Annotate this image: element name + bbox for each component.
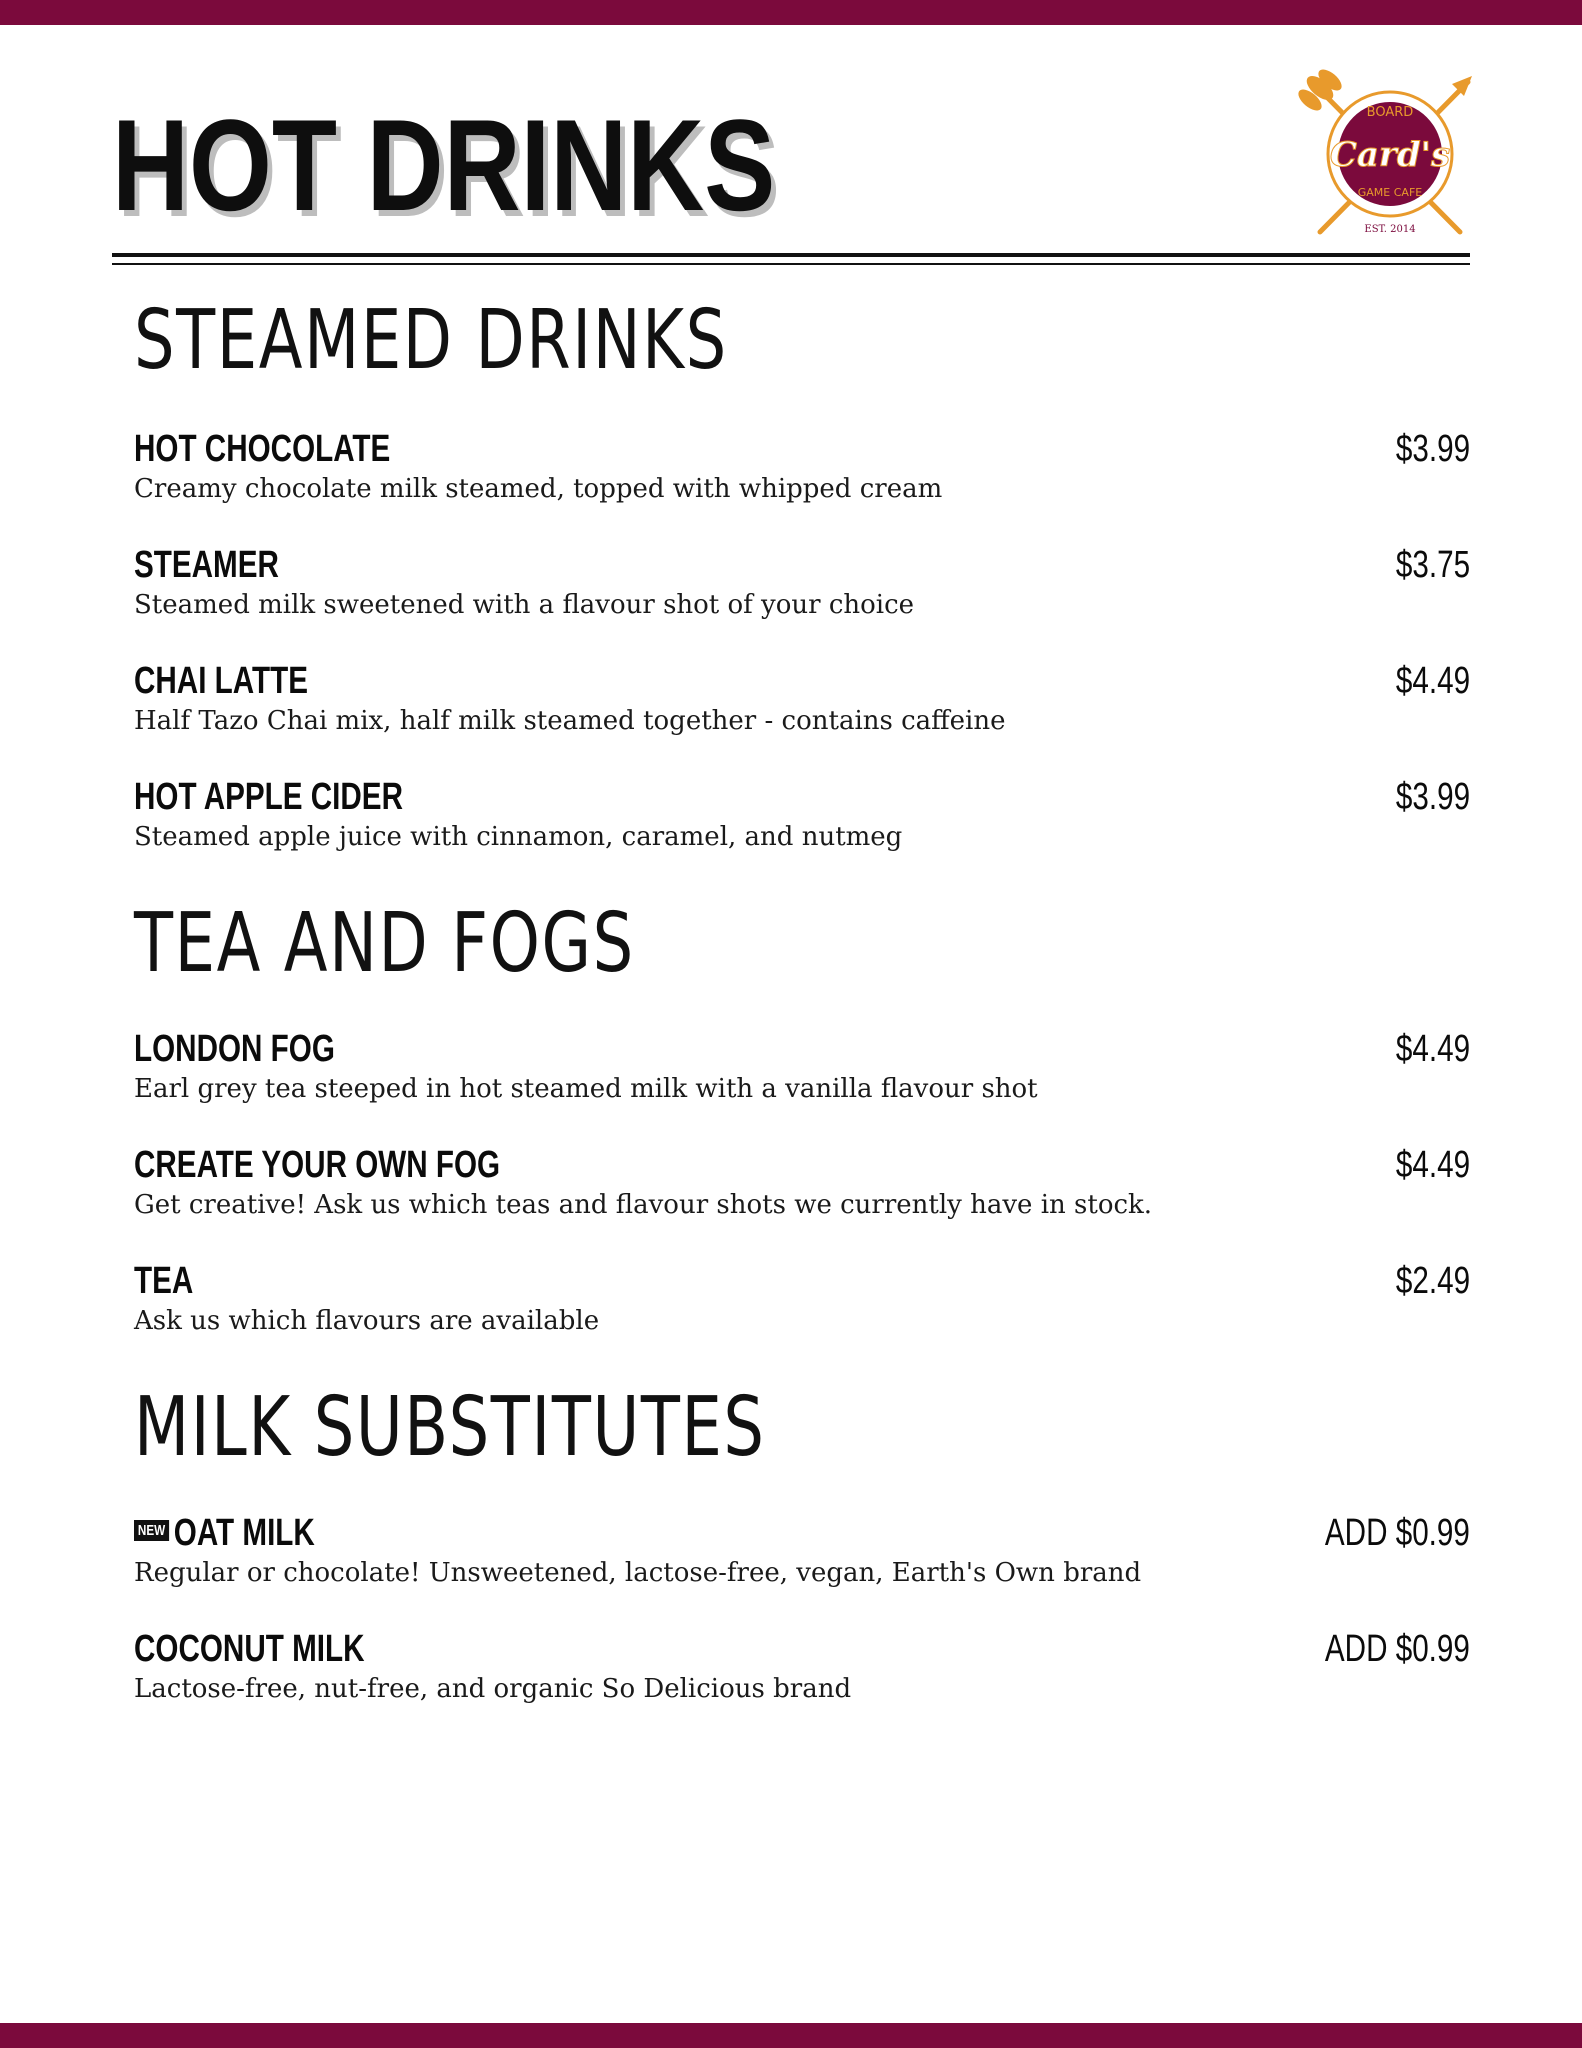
item-description: Steamed apple juice with cinnamon, caramel, and nutmeg <box>134 822 903 852</box>
page-title: HOT DRINKS <box>112 92 776 238</box>
item-name: TEA <box>134 1260 194 1302</box>
item-price: $3.75 <box>1395 544 1470 586</box>
item-price: $4.49 <box>1395 660 1470 702</box>
item-name-with-badge <box>134 1514 315 1552</box>
item-name: COCONUT MILK <box>134 1628 365 1670</box>
svg-text:BOARD: BOARD <box>1366 105 1414 120</box>
item-description: Get creative! Ask us which teas and flavour shots we currently have in stock. <box>134 1190 1153 1220</box>
item-price: $3.99 <box>1395 776 1470 818</box>
item-name: CHAI LATTE <box>134 660 308 702</box>
item-description: Ask us which flavours are available <box>134 1306 600 1336</box>
menu-item <box>134 1630 1470 1720</box>
item-description: Regular or chocolate! Unsweetened, lactose-free, vegan, Earth's Own brand <box>134 1558 1142 1588</box>
item-description: Creamy chocolate milk steamed, topped with whipped cream <box>134 474 943 504</box>
new-badge: NEW <box>134 1520 169 1541</box>
item-price: $3.99 <box>1395 428 1470 470</box>
item-name: LONDON FOG <box>134 1028 335 1070</box>
item-description: Steamed milk sweetened with a flavour shot of your choice <box>134 590 915 620</box>
bottom-color-band <box>0 2023 1582 2048</box>
item-name: CREATE YOUR OWN FOG <box>134 1144 501 1186</box>
menu-item <box>134 778 1470 868</box>
item-price: $4.49 <box>1395 1144 1470 1186</box>
menu-item <box>134 1030 1470 1120</box>
title-divider-thin <box>112 263 1470 265</box>
item-name: OAT MILK <box>173 1512 315 1554</box>
top-color-band <box>0 0 1582 25</box>
menu-item <box>134 1146 1470 1236</box>
item-price: ADD $0.99 <box>1325 1512 1470 1554</box>
menu-item <box>134 1514 1470 1604</box>
section-title-tea-and-fogs: TEA AND FOGS <box>134 896 635 991</box>
section-title-milk-substitutes: MILK SUBSTITUTES <box>134 1380 766 1475</box>
menu-item <box>134 546 1470 636</box>
section-title-steamed-drinks: STEAMED DRINKS <box>134 293 728 388</box>
menu-item <box>134 430 1470 520</box>
item-name: HOT CHOCOLATE <box>134 428 391 470</box>
item-price: $2.49 <box>1395 1260 1470 1302</box>
title-divider-thick <box>112 253 1470 257</box>
cafe-logo <box>1290 62 1490 242</box>
svg-text:GAME CAFE: GAME CAFE <box>1357 186 1423 199</box>
item-description: Half Tazo Chai mix, half milk steamed together - contains caffeine <box>134 706 1006 736</box>
item-description: Lactose-free, nut-free, and organic So Delicious brand <box>134 1674 852 1704</box>
item-name: STEAMER <box>134 544 279 586</box>
menu-item <box>134 1262 1470 1352</box>
svg-text:EST. 2014: EST. 2014 <box>1364 224 1416 235</box>
item-name: HOT APPLE CIDER <box>134 776 403 818</box>
item-description: Earl grey tea steeped in hot steamed milk with a vanilla flavour shot <box>134 1074 1038 1104</box>
item-price: $4.49 <box>1395 1028 1470 1070</box>
item-price: ADD $0.99 <box>1325 1628 1470 1670</box>
svg-text:Card's: Card's <box>1329 135 1451 175</box>
menu-item <box>134 662 1470 752</box>
